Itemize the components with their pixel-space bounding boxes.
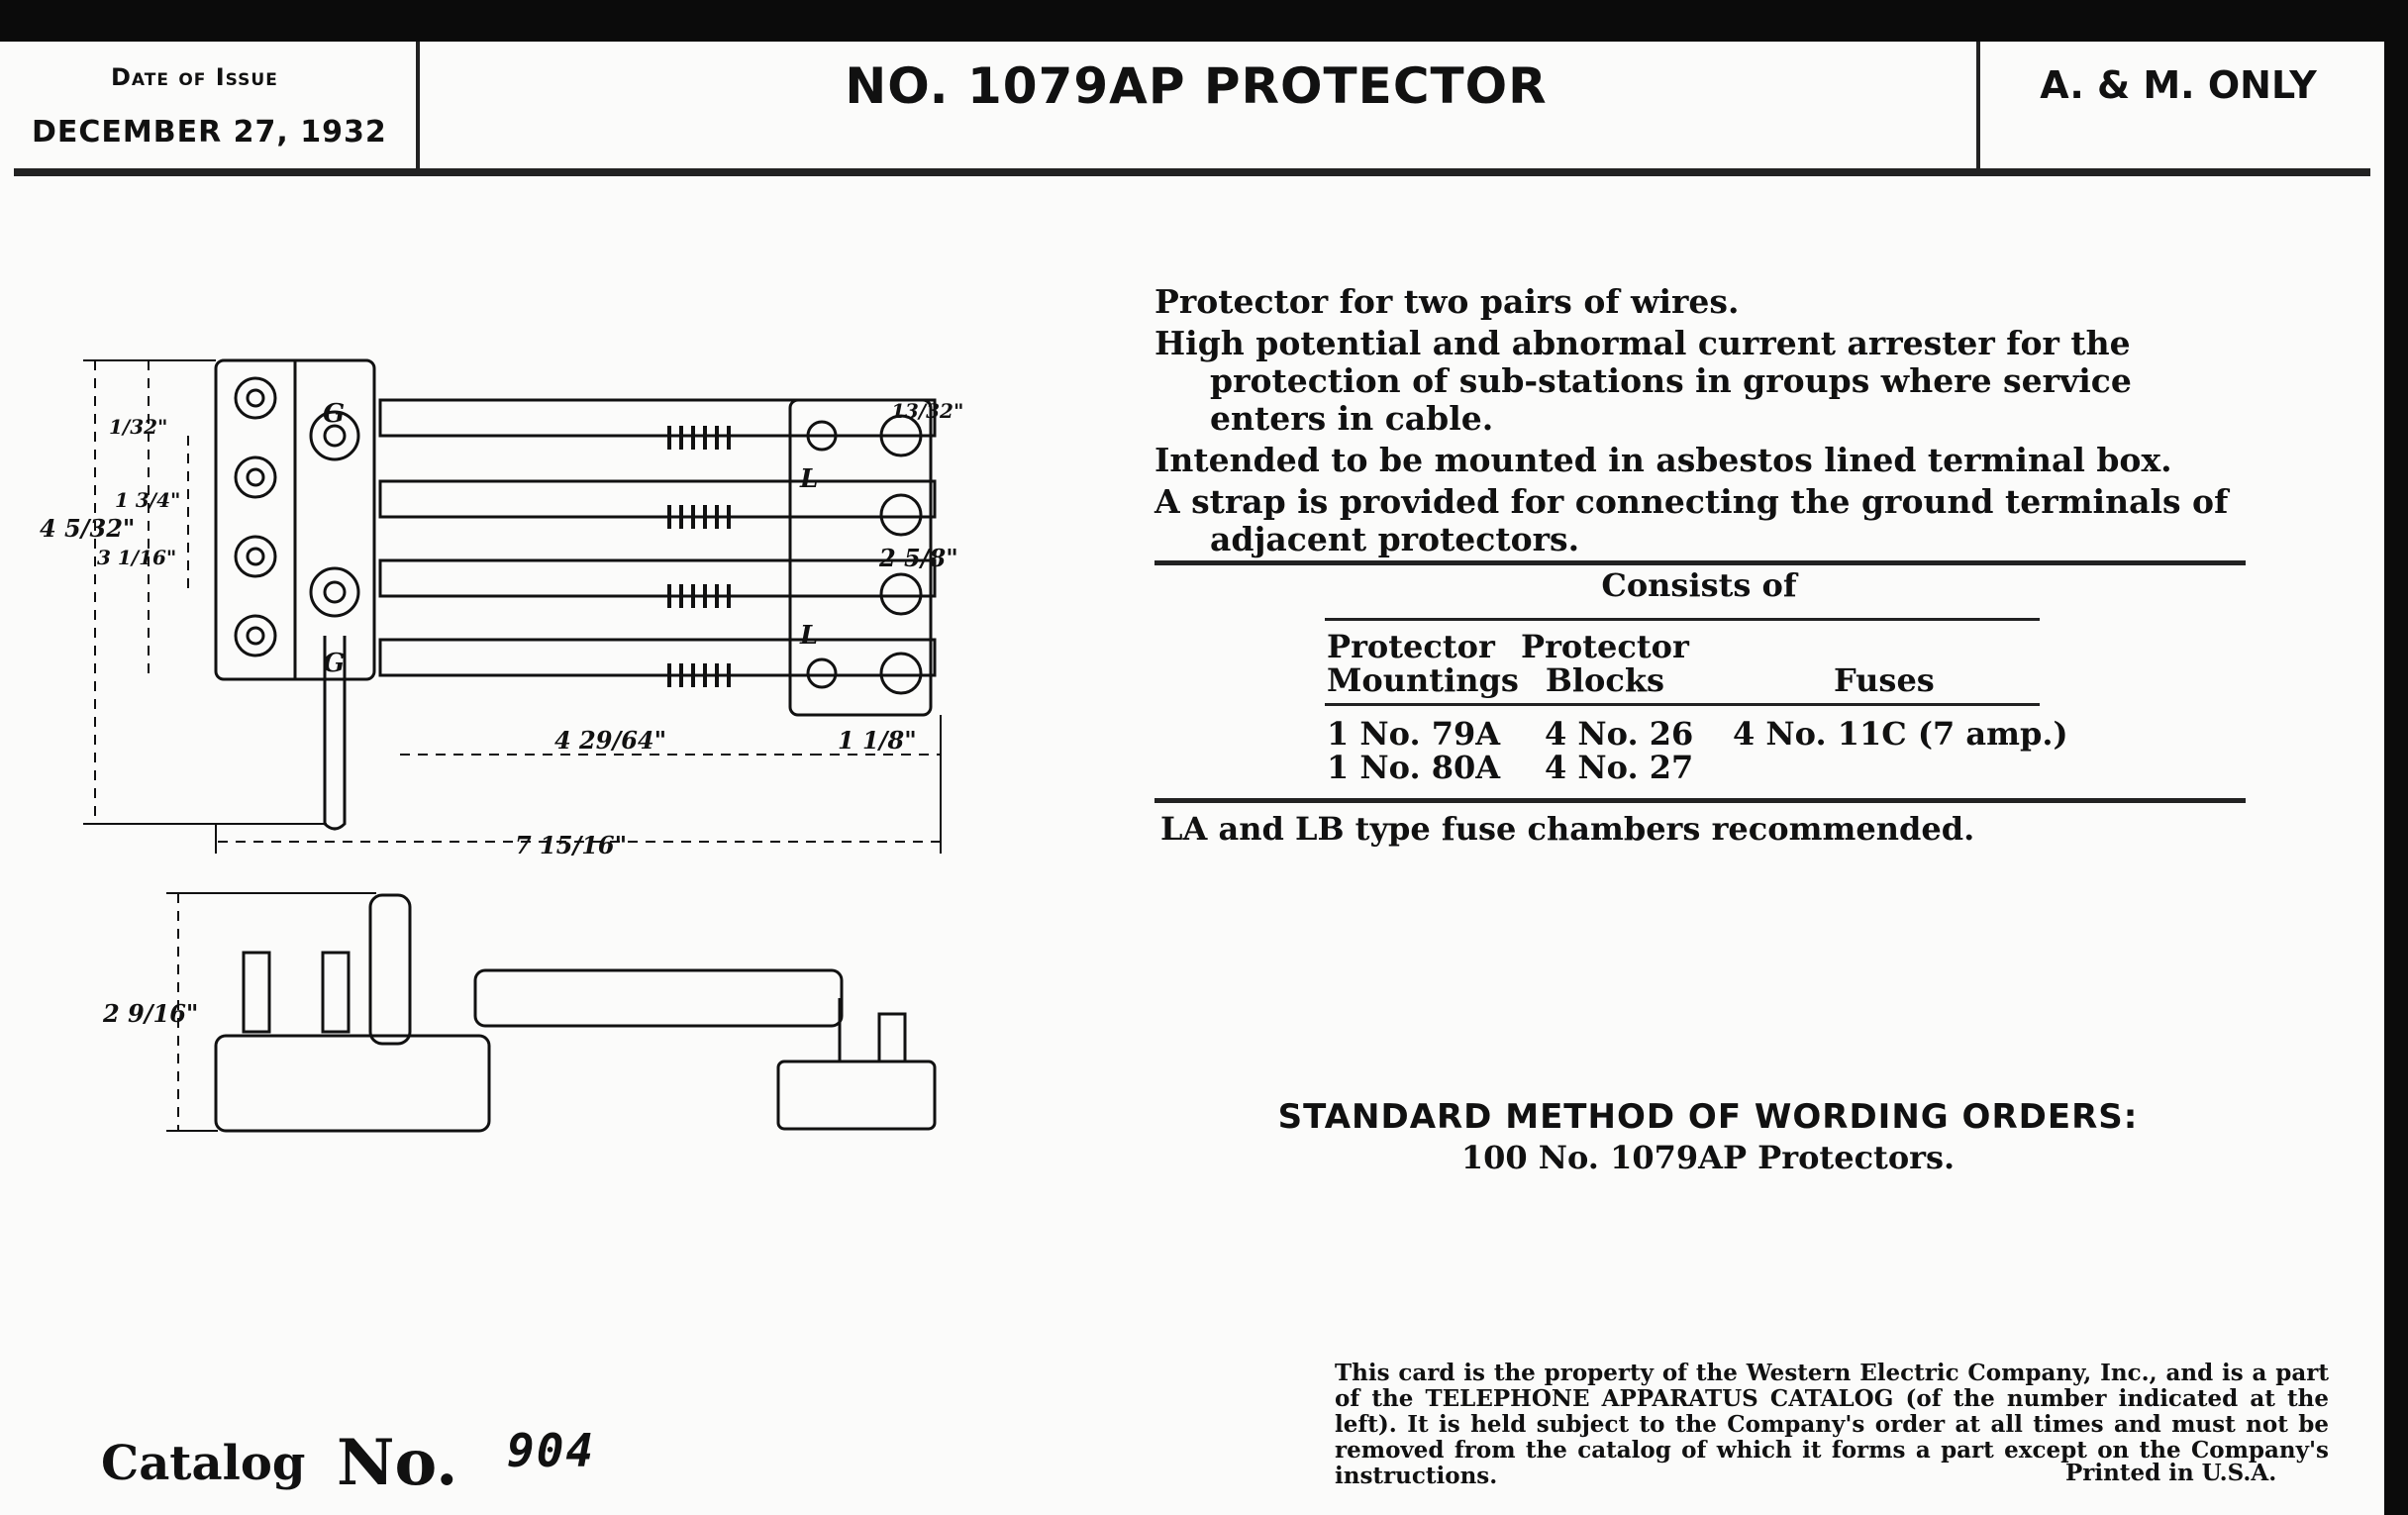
dim-side-height: 2 9/16" (103, 999, 199, 1028)
catalog-no-label: No. (337, 1426, 458, 1500)
recommendation: LA and LB type fuse chambers recommended. (1160, 810, 1975, 848)
printed-in: Printed in U.S.A. (2065, 1460, 2277, 1486)
dim-fuse-length: 4 29/64" (554, 726, 667, 755)
dim-spacing: 1 3/4" (115, 488, 181, 512)
dim-inner-height: 3 1/16" (97, 546, 177, 569)
table-cell: 4 No. 11C (7 amp.) (1733, 715, 2068, 753)
table-header-rule (1325, 703, 2040, 706)
table-header-rule (1325, 618, 2040, 621)
col-header-fuses: Fuses (1834, 661, 1935, 699)
terminal-letter: L (800, 621, 819, 651)
protector-block (380, 560, 935, 596)
table-cell: 1 No. 80A (1327, 749, 1501, 786)
ordering-example: 100 No. 1079AP Protectors. (1460, 1139, 1956, 1176)
side-view (166, 893, 935, 1131)
terminal-letter: L (800, 464, 819, 494)
date-of-issue-label: Date of Issue (111, 63, 278, 91)
dim-overall-length: 7 15/16" (515, 831, 628, 859)
terminal (236, 378, 275, 418)
catalog-label: Catalog (101, 1436, 306, 1491)
terminal-letter: G (323, 649, 346, 678)
dim-right-height: 2 5/8" (879, 544, 958, 572)
scan-border-right (2384, 0, 2408, 1515)
header-divider (1976, 42, 1980, 170)
scan-border-top (0, 0, 2408, 42)
table-cell: 4 No. 26 (1545, 715, 1694, 753)
description-line: Protector for two pairs of wires. (1154, 282, 1740, 321)
description-line: High potential and abnormal current arrester for the protection of sub-stations in groups where service enters in cable. (1154, 324, 2132, 438)
date-of-issue: DECEMBER 27, 1932 (32, 115, 387, 150)
mounting-base-right (778, 1061, 935, 1129)
card-title: NO. 1079AP PROTECTOR (845, 57, 1548, 115)
legal-notice: This card is the property of the Western Electric Company, Inc., and is a part of the TELEPHONE APPARATUS CATALOG (of the number indicated at the left). It is held subject to the Company's order at all times and must not be removed from the catalog of which it forms a part except on the Company's instructions. (1335, 1360, 2329, 1489)
protector-drawing (0, 42, 970, 1210)
description (1154, 283, 2254, 562)
protector-block (380, 481, 935, 517)
fuse-markings (669, 426, 729, 687)
ground-terminal (311, 568, 358, 616)
ordering-heading: STANDARD METHOD OF WORDING ORDERS: (1277, 1097, 2139, 1137)
description-line: A strap is provided for connecting the ground terminals of adjacent protectors. (1154, 482, 2229, 558)
fuse-cartridge (475, 970, 842, 1026)
catalog-card (0, 42, 2384, 1515)
consists-heading: Consists of (1601, 566, 1797, 604)
protector-block (380, 400, 935, 436)
restriction-label: A. & M. ONLY (2040, 63, 2317, 107)
mounting-base-left (216, 1036, 489, 1131)
table-cell: 4 No. 27 (1545, 749, 1694, 786)
terminal-letter: G (323, 399, 346, 429)
table-cell: 1 No. 79A (1327, 715, 1501, 753)
terminal (236, 457, 275, 497)
table-top-rule (1154, 560, 2246, 565)
col-header-blocks: Protector Blocks (1521, 628, 1689, 699)
dim-end-length: 1 1/8" (838, 726, 917, 755)
dim-top-offset: 1/32" (109, 415, 168, 439)
terminal (236, 616, 275, 656)
terminal (236, 537, 275, 576)
catalog-number: 904 (507, 1424, 596, 1477)
table-bottom-rule (1154, 798, 2246, 803)
dim-overall-height: 4 5/32" (40, 514, 136, 543)
protector-block (380, 640, 935, 675)
description-line: Intended to be mounted in asbestos lined terminal box. (1154, 441, 2172, 479)
dim-right-top: 13/32" (891, 399, 964, 423)
col-header-mountings: Protector Mountings (1327, 628, 1519, 699)
